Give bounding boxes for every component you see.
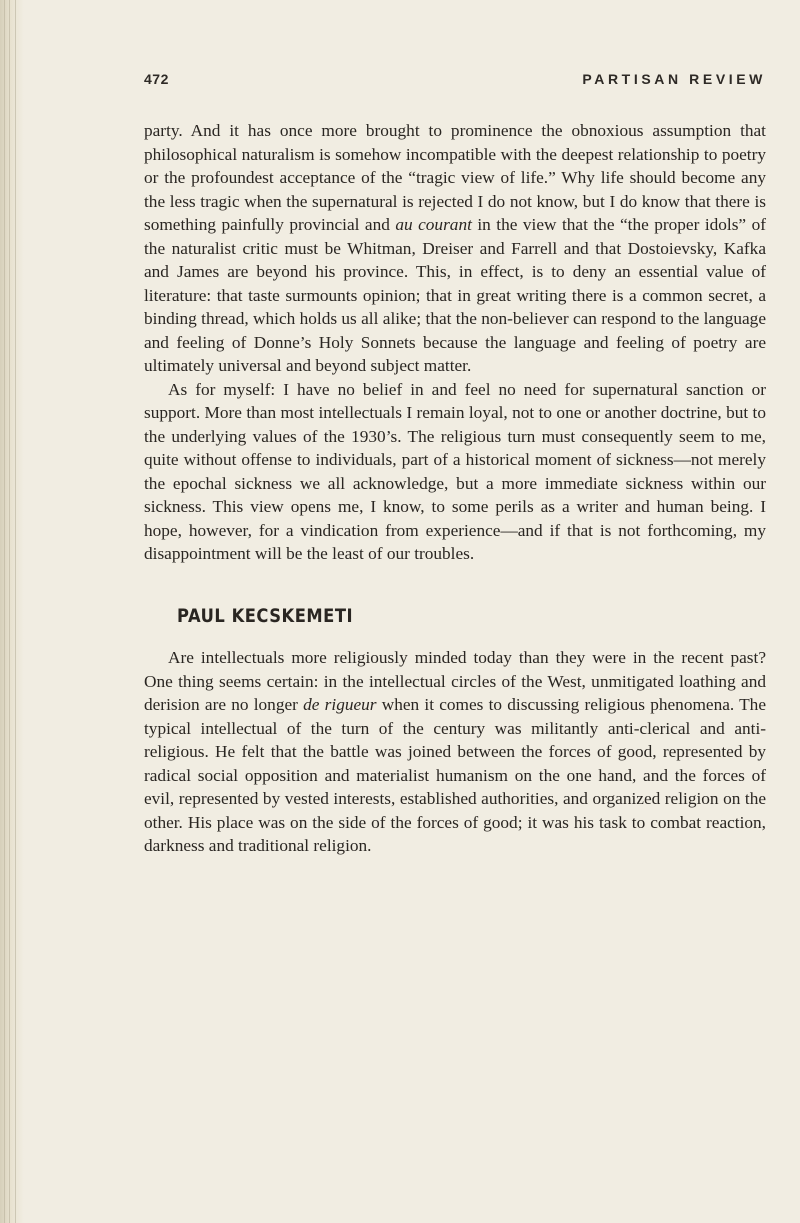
paragraph: [144, 378, 766, 566]
paragraph-text: Are intellectuals more religiously minded today than they were in the recent past? One thing seems certain: in the intellectual circles of the West, unmitigated loathing and derision are no longer: [144, 648, 766, 714]
book-binding-shadow: [0, 0, 24, 1223]
binding-line: [4, 0, 5, 1223]
paragraph-text: when it comes to discussing religious phenomena. The typical intellectual of the turn of the century was militantly anti-clerical and anti-religious. He felt that the battle was joined between the forces of good, represented by radical social opposition and materialist humanism on the one hand, and the forces of evil, represented by vested interests, established authorities, and organized religion on the other. His place was on the side of the forces of good; it was his task to combat reaction, darkness and traditional religion.: [144, 695, 766, 855]
italic-phrase: de rigueur: [303, 695, 377, 714]
binding-line: [9, 0, 10, 1223]
binding-line: [15, 0, 16, 1223]
page-number: 472: [144, 71, 169, 87]
paragraph: [144, 119, 766, 378]
running-head: [144, 68, 766, 96]
paragraph-text: party. And it has once more brought to prominence the obnoxious assumption that philosophical naturalism is somehow incompatible with the deepest relationship to poetry or the profoundest acceptance of the “tragic view of life.” Why life should become any the less tragic when the supernatural is rejected I do not know, but I do know that there is something painfully provincial and: [144, 121, 766, 234]
paragraph-text: in the view that the “the proper idols” of the naturalist critic must be Whitman, Dreiser and Farrell and that Dostoievsky, Kafka and James are beyond his province. This, in effect, is to deny an essential value of literature: that taste surmounts opinion; that in great writing there is a common secret, a binding thread, which holds us all alike; that the non-believer can respond to the language and feeling of Donne’s Holy Sonnets because the language and feeling of poetry are ultimately universal and beyond subject matter.: [144, 215, 766, 375]
paragraph-text: As for myself: I have no belief in and feel no need for supernatural sanction or support. More than most intellectuals I remain loyal, not to one or another doctrine, but to the underlying values of the 1930’s. The religious turn must consequently seem to me, quite without offense to individuals, part of a historical moment of sickness—not merely the epochal sickness we all acknowledge, but a more immediate sickness within our sickness. This view opens me, I know, to some perils as a writer and human being. I hope, however, for a vindication from experience—and if that is not forthcoming, my disappointment will be the least of our troubles.: [144, 379, 766, 563]
journal-title: PARTISAN REVIEW: [582, 71, 766, 87]
paragraph: [144, 646, 766, 858]
essay-body: [144, 119, 766, 858]
italic-phrase: au courant: [395, 215, 472, 234]
book-page: [144, 68, 766, 858]
author-heading: PAUL KECSKEMETI: [177, 604, 354, 627]
